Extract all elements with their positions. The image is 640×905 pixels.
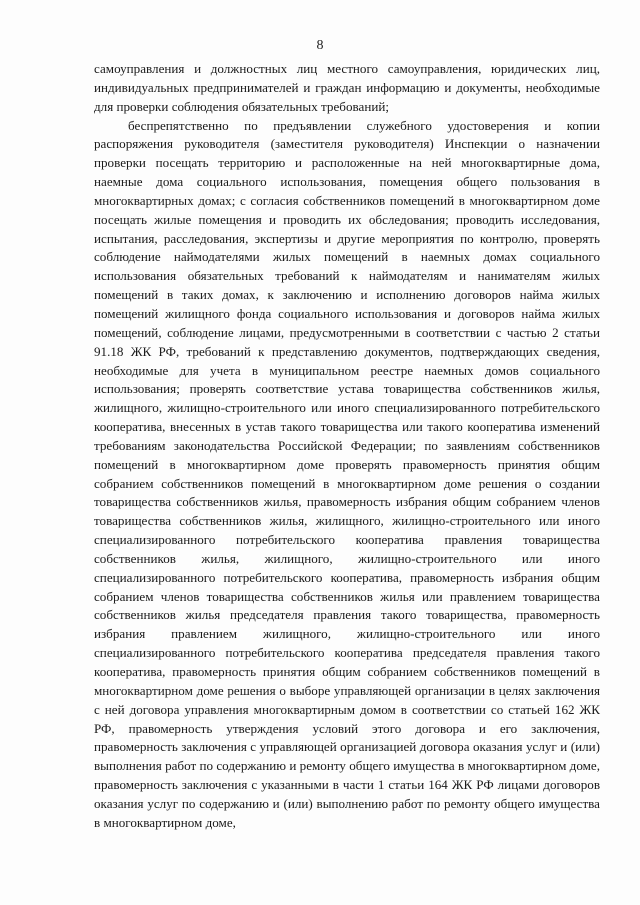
paragraph-continuation: самоуправления и должностных лиц местного самоуправления, юридических лиц, индивидуальных предпринимателей и граждан информацию и документы, необходимые для проверки соблюдения обязательных требований; bbox=[94, 61, 600, 114]
page-number: 8 bbox=[316, 38, 324, 53]
paragraph-inspection-rights: беспрепятственно по предъявлении служебного удостоверения и копии распоряжения руководителя (заместителя руководителя) Инспекции о назначении проверки посещать территорию и расположенные на ней многоквартирные дома, наемные дома социального использования, помещения общего пользования в многоквартирных домах; с согласия собственников помещений в многоквартирном доме посещать жилые помещения и проводить их обследования; проводить исследования, испытания, расследования, экспертизы и другие мероприятия по контролю, проверять соблюдение наймодателями жилых помещений в наемных домах социального использования обязательных требований к наймодателям и нанимателям жилых помещений в таких домах, к заключению и исполнению договоров найма жилых помещений жилищного фонда социального использования и договоров найма жилых помещений, соблюдение лицами, предусмотренными в соответствии с частью 2 статьи 91.18 ЖК РФ, требований к представлению документов, подтверждающих сведения, необходимые для учета в муниципальном реестре наемных домов социального использования; проверять соответствие устава товарищества собственников жилья, жилищного, жилищно-строительного или иного специализированного потребительского кооператива, внесенных в устав такого товарищества или такого кооператива изменений требованиям законодательства Российской Федерации; по заявлениям собственников помещений в многоквартирном доме проверять правомерность принятия общим собранием собственников помещений в многоквартирном доме решения о создании товарищества собственников жилья, правомерность избрания общим собранием членов товарищества собственников жилья, жилищного, жилищно-строительного или иного специализированного потребительского кооператива правления товарищества собственников жилья, жилищного, жилищно-строительного или иного специализированного потребительского кооператива, правомерность избрания общим собранием членов товарищества собственников жилья или правлением товарищества собственников жилья председателя правления такого товарищества, правомерность избрания правлением жилищного, жилищно-строительного или иного специализированного потребительского кооператива председателя правления такого кооператива, правомерность принятия общим собранием собственников помещений в многоквартирном доме решения о выборе управляющей организации в целях заключения с ней договора управления многоквартирным домом в соответствии со статьей 162 ЖК РФ, правомерность утверждения условий этого договора и его заключения, правомерность заключения с управляющей организацией договора оказания услуг и (или) выполнения работ по содержанию и ремонту общего имущества в многоквартирном доме, правомерность заключения с указанными в части 1 статьи 164 ЖК РФ лицами договоров оказания услуг по содержанию и (или) выполнению работ по ремонту общего имущества в многоквартирном доме, bbox=[94, 117, 600, 830]
body-text bbox=[94, 60, 600, 833]
